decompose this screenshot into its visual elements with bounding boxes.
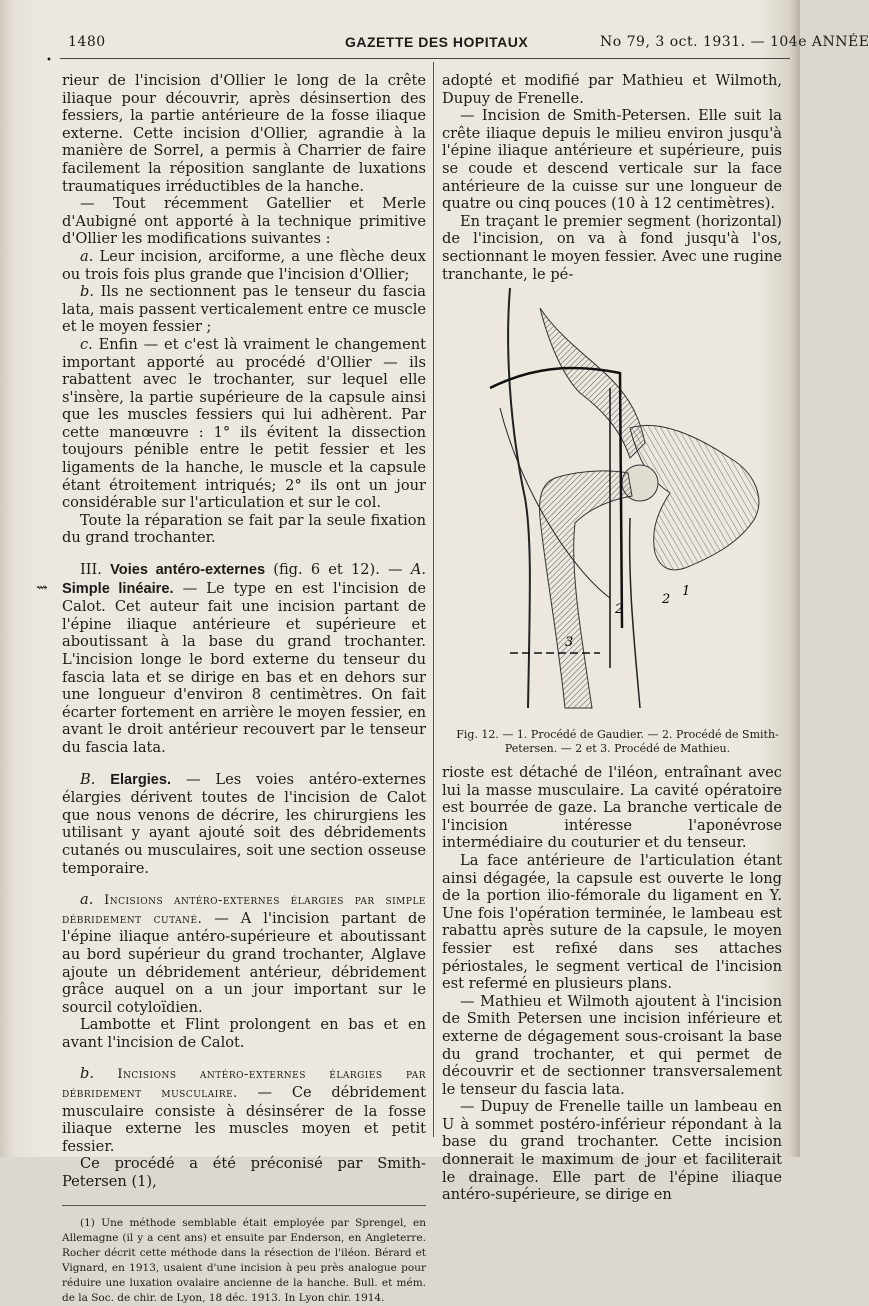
subsection-title: Simple linéaire. bbox=[62, 580, 174, 597]
paragraph: adopté et modifié par Mathieu et Wilmoth, Dupuy de Frenelle. bbox=[442, 72, 782, 107]
journal-title: GAZETTE DES HOPITAUX bbox=[345, 34, 529, 50]
issue-info: No 79, 3 oct. 1931. — 104e ANNÉE bbox=[600, 34, 869, 50]
list-text: Leur incision, arciforme, a une flèche deux ou trois fois plus grande que l'incision d'Ollier; bbox=[62, 247, 426, 283]
list-item bbox=[62, 283, 426, 336]
thigh-outline bbox=[508, 288, 530, 708]
paragraph: La face antérieure de l'articulation étant ainsi dégagée, la capsule est ouverte le long de la portion ilio-fémorale du ligament en Y. Une fois l'opération terminée, le lambeau est rabattu après suture de la capsule, le moyen fessier est refixé dans ses attaches périostales, le segment vertical de l'incision est refermé en plusieurs plans. bbox=[442, 851, 782, 993]
paragraph: — Dupuy de Frenelle taille un lambeau en U à sommet postéro-inférieur répondant à la base du grand trochanter. Cette incision donnerait le maximum de jour et faciliterait le drainage. Elle part de l'épine iliaque antéro-supérieure, se dirige en bbox=[442, 1098, 782, 1204]
paragraph: Ce procédé a été préconisé par Smith-Petersen (1), bbox=[62, 1155, 426, 1191]
list-label: a. bbox=[80, 247, 94, 265]
subsection-text: — Les voies antéro-externes élargies dérivent toutes de l'incision de Calot que nous venons de décrire, les chirurgiens les utilisant y ayant ajouté soit des débridements cutanés ou musculaires, soit une section osseuse temporaire. bbox=[62, 770, 426, 877]
paragraph: — Incision de Smith-Petersen. Elle suit la crête iliaque depuis le milieu environ jusqu'à l'épine iliaque antérieure et supérieure, puis se coude et descend verticale sur la face antérieure de la cuisse sur une longueur de quatre ou cinq pouces (10 à 12 centimètres). bbox=[442, 107, 782, 213]
subsection-text: — Le type en est l'incision de Calot. Cet auteur fait une incision partant de l'épine iliaque antérieure et supérieure et aboutissant à la base du grand trochanter. L'incision longe le bord externe du tenseur du fascia lata et se dirige en bas et en dehors sur une longueur d'environ 8 centimètres. On fait écarter fortement en arrière le moyen fessier, en avant le droit antérieur recouvert par le tenseur du fascia lata. bbox=[62, 579, 426, 756]
section-heading bbox=[62, 561, 426, 757]
list-text: Ils ne sectionnent pas le tenseur du fascia lata, mais passent verticalement entre ce muscle et le moyen fessier ; bbox=[62, 283, 426, 336]
right-column-bottom bbox=[442, 764, 782, 1204]
paragraph: rieur de l'incision d'Ollier le long de la crête iliaque pour découvrir, après désinsertion des fessiers, la partie antérieure de la fosse iliaque externe. Cette incision d'Ollier, agrandie à la manière de Sorrel, a permis à Charrier de faire facilement la réposition sanglante de luxations traumatiques irréductibles de la hanche. bbox=[62, 72, 426, 195]
subsection-label: A. bbox=[410, 561, 427, 579]
list-label: b. bbox=[80, 283, 94, 301]
paragraph: En traçant le premier segment (horizontal) de l'incision, on va à fond jusqu'à l'os, sectionnant le moyen fessier. Avec une rugine tranchante, le pé- bbox=[442, 212, 782, 283]
subsection-title: Incisions antéro-externes élargies par simple débridement cutané. bbox=[62, 893, 426, 927]
page-number: 1480 bbox=[68, 34, 106, 50]
section-ref: (fig. 6 et 12). — bbox=[265, 561, 411, 579]
figure-label: 1 bbox=[682, 584, 691, 599]
list-text: Enfin — et c'est là vraiment le changement important apporté au procédé d'Ollier — ils rabattent avec le trochanter, sur lequel elle s'insère, la partie supérieure de la capsule ainsi que les muscles fessiers qui lui adhèrent. Par cette manœuvre : 1° ils évitent la dissection toujours pénible entre le petit fessier et les ligaments de la hanche, le muscle et la capsule étant étroitement intriqués; 2° ils ont un jour considérable sur l'articulation et sur le col. bbox=[62, 335, 426, 512]
subsection-label: b. bbox=[80, 1065, 94, 1083]
subsection bbox=[62, 1065, 426, 1155]
header-rule bbox=[60, 58, 790, 59]
page-header bbox=[60, 34, 869, 58]
paragraph: Toute la réparation se fait par la seule fixation du grand trochanter. bbox=[62, 511, 426, 547]
section-title: Voies antéro-externes bbox=[110, 562, 266, 579]
figure-label: 2 bbox=[662, 592, 671, 607]
footnote-rule bbox=[62, 1205, 426, 1206]
subsection bbox=[62, 891, 426, 1016]
figure-caption: Fig. 12. — 1. Procédé de Gaudier. — 2. Procédé de Smith-Petersen. — 2 et 3. Procédé de Mathieu. bbox=[456, 728, 779, 755]
list-label: c. bbox=[80, 335, 93, 353]
subsection-label: a. bbox=[80, 891, 94, 909]
section-number: III. bbox=[80, 561, 102, 579]
subsection-title: Elargies. bbox=[110, 771, 172, 788]
figure-label: 2 bbox=[615, 602, 624, 617]
femur bbox=[540, 471, 632, 708]
right-column-top bbox=[442, 72, 782, 283]
thigh-outline-right bbox=[630, 518, 640, 708]
subsection-text: — Ce débridement musculaire consiste à désinsérer de la fosse iliaque externe les muscles moyen et petit fessier. bbox=[62, 1084, 426, 1155]
column-divider bbox=[433, 62, 434, 1137]
iliac-wing bbox=[540, 308, 645, 458]
subsection bbox=[62, 771, 426, 878]
footnote: (1) Une méthode semblable était employée par Sprengel, en Allemagne (il y a cent ans) et ensuite par Enderson, en Angleterre. Rocher décrit cette méthode dans la résection de l'iléon. Bérard et Vignard, en 1913, usaient d'une incision à peu près analogue pour réduire une luxation ovalaire ancienne de la hanche. Bull. et mém. de la Soc. de chir. de Lyon, 18 déc. 1913. In Lyon chir. 1914. bbox=[62, 1216, 426, 1304]
subsection-text: — A l'incision partant de l'épine iliaque antéro-supérieure et aboutissant au bord supérieur du grand trochanter, Alglave ajoute un débridement antérieur, débridement grâce auquel on a un jour important sur le sourcil cotyloïdien. bbox=[62, 909, 426, 1016]
left-column bbox=[62, 72, 426, 1306]
subsection-label: B. bbox=[80, 770, 96, 788]
list-item bbox=[62, 336, 426, 512]
paragraph: rioste est détaché de l'iléon, entraînant avec lui la masse musculaire. La cavité opératoire est bourrée de gaze. La branche verticale de l'incision intéresse l'aponévrose intermédiaire du couturier et du tenseur. bbox=[442, 764, 782, 852]
margin-arrow-mark: ⇝ bbox=[36, 580, 48, 596]
list-item bbox=[62, 248, 426, 283]
paragraph: — Tout récemment Gatellier et Merle d'Aubigné ont apporté à la technique primitive d'Ollier les modifications suivantes : bbox=[62, 195, 426, 248]
figure-label: 3 bbox=[565, 635, 574, 650]
paragraph: Lambotte et Flint prolongent en bas et en avant l'incision de Calot. bbox=[62, 1016, 426, 1051]
paragraph: — Mathieu et Wilmoth ajoutent à l'incision de Smith Petersen une incision inférieure et externe de dégagement sous-croisant la base du grand trochanter, et qui permet de découvrir et de sectionner transversalement le tenseur du fascia lata. bbox=[442, 992, 782, 1098]
subsection-title: Incisions antéro-externes élargies par débridement musculaire. bbox=[62, 1067, 427, 1102]
hip-incision-figure bbox=[470, 268, 770, 718]
margin-dot: • bbox=[46, 55, 52, 66]
